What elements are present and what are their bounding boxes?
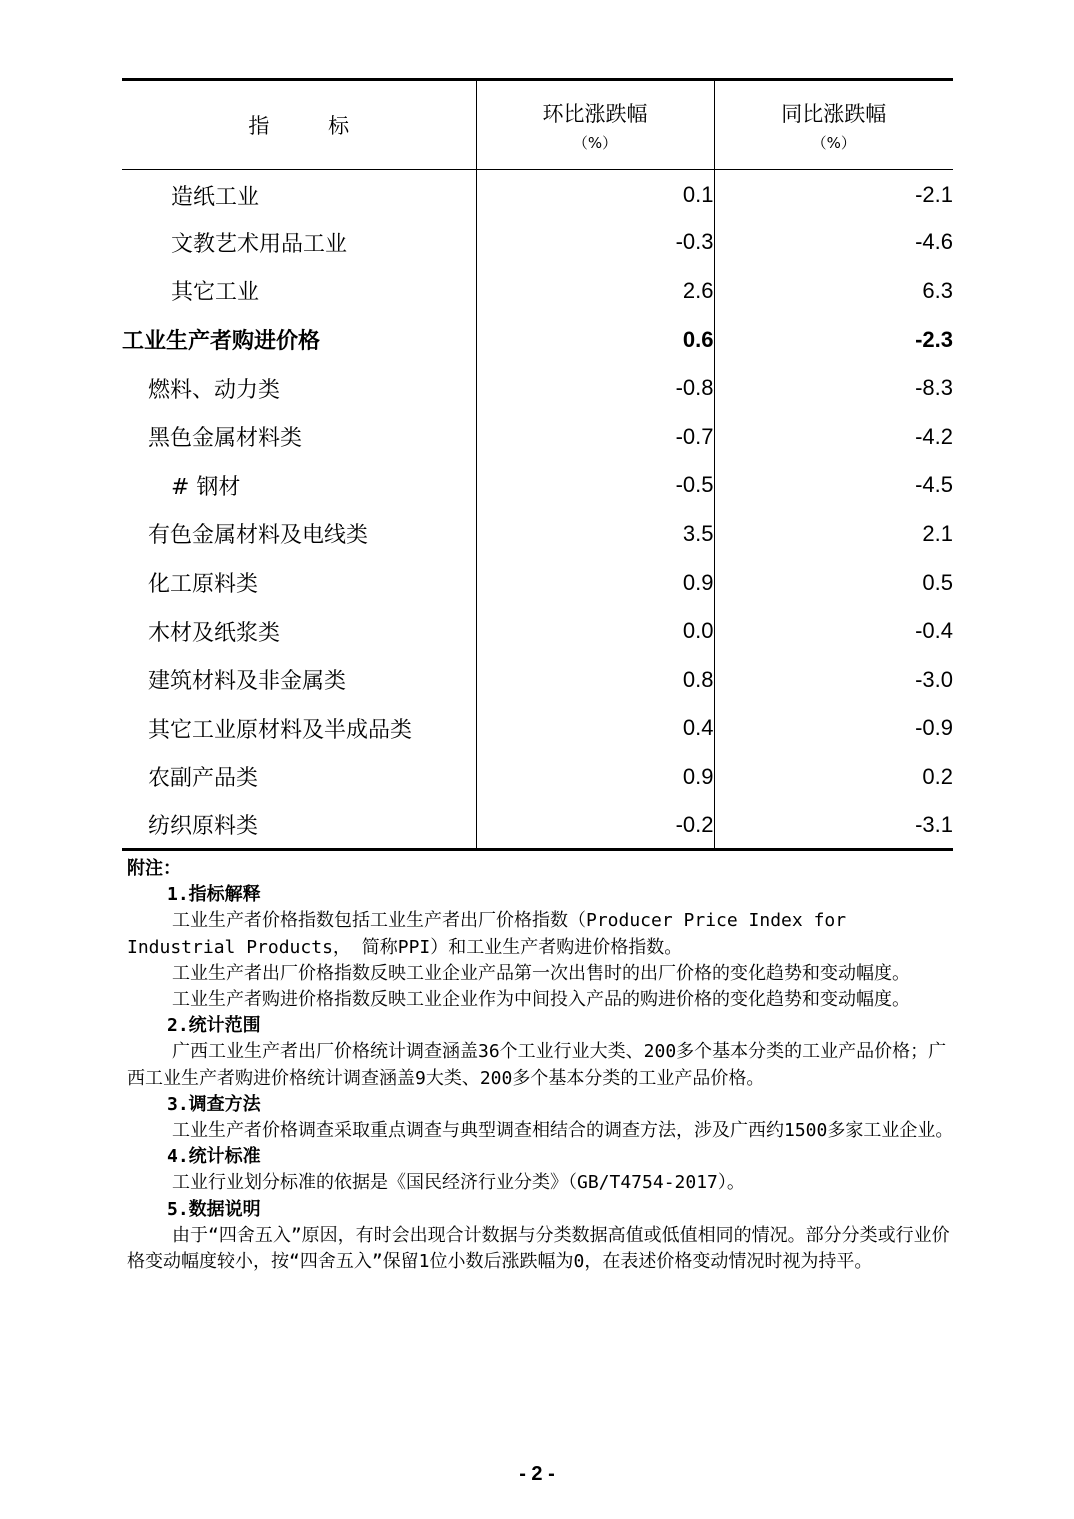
row-label: 燃料、动力类 xyxy=(148,377,281,403)
row-yoy-value: -4.5 xyxy=(714,461,953,510)
page-number: - 2 - xyxy=(519,1463,555,1485)
row-label: 建筑材料及非金属类 xyxy=(148,669,347,695)
header-mom-unit: （%） xyxy=(572,133,618,152)
row-mom-value: 0.0 xyxy=(476,607,714,656)
notes-paragraph: 工业生产者价格调查采取重点调查与典型调查相结合的调查方法，涉及广西约1500多家工业企业。 xyxy=(172,1120,954,1142)
row-label: 其它工业 xyxy=(171,280,260,306)
price-change-table xyxy=(122,78,953,851)
row-yoy-value: 0.2 xyxy=(714,753,953,802)
row-label: 工业生产者购进价格 xyxy=(122,329,321,355)
table-row xyxy=(122,801,953,850)
row-yoy-value: -3.1 xyxy=(714,801,953,850)
notes-heading-data-explanation: 5.数据说明 xyxy=(167,1198,261,1220)
row-yoy-value: -0.4 xyxy=(714,607,953,656)
table-row xyxy=(122,753,953,802)
table-row xyxy=(122,218,953,267)
row-mom-value: 3.5 xyxy=(476,510,714,559)
row-mom-value: 0.1 xyxy=(476,170,714,219)
notes-paragraph: 由于“四舍五入”原因，有时会出现合计数据与分类数据高值或低值相同的情况。部分分类或行业价格变动幅度较小，按“四舍五入”保留1位小数后涨跌幅为0，在表述价格变动情况时视为持平。 xyxy=(127,1224,950,1273)
header-mom-label: 环比涨跌幅 xyxy=(542,101,648,126)
notes-paragraph: 工业行业划分标准的依据是《国民经济行业分类》（GB/T4754-2017）。 xyxy=(172,1172,745,1194)
row-mom-value: -0.3 xyxy=(476,218,714,267)
table-row xyxy=(122,704,953,753)
table-row xyxy=(122,412,953,461)
header-indicator: 指 标 xyxy=(122,80,476,170)
row-label: 文教艺术用品工业 xyxy=(171,231,348,257)
table-row xyxy=(122,558,953,607)
row-label: 农副产品类 xyxy=(148,766,259,792)
row-mom-value: -0.5 xyxy=(476,461,714,510)
notes-heading-method: 3.调查方法 xyxy=(167,1093,261,1115)
row-yoy-value: -4.2 xyxy=(714,412,953,461)
notes-heading-scope: 2.统计范围 xyxy=(167,1015,261,1037)
row-label: 化工原料类 xyxy=(148,572,259,598)
row-mom-value: -0.7 xyxy=(476,412,714,461)
table-row xyxy=(122,607,953,656)
row-label: 黑色金属材料类 xyxy=(148,426,303,452)
row-mom-value: 0.9 xyxy=(476,753,714,802)
row-yoy-value: -2.3 xyxy=(714,315,953,364)
row-yoy-value: 2.1 xyxy=(714,510,953,559)
notes-paragraph: 工业生产者出厂价格指数反映工业企业产品第一次出售时的出厂价格的变化趋势和变动幅度。 xyxy=(172,962,910,984)
table-row xyxy=(122,461,953,510)
row-label: # 钢材 xyxy=(171,474,241,500)
row-yoy-value: -4.6 xyxy=(714,218,953,267)
row-mom-value: 0.4 xyxy=(476,704,714,753)
price-change-table-container xyxy=(122,78,953,851)
row-label: 木材及纸浆类 xyxy=(148,620,281,646)
table-header-row xyxy=(122,80,953,170)
header-yoy xyxy=(714,80,953,170)
row-mom-value: 0.9 xyxy=(476,558,714,607)
row-mom-value: 0.6 xyxy=(476,315,714,364)
notes-heading-indicator-definition: 1.指标解释 xyxy=(167,884,261,906)
header-mom xyxy=(476,80,714,170)
row-label: 其它工业原材料及半成品类 xyxy=(148,717,413,743)
row-yoy-value: -8.3 xyxy=(714,364,953,413)
table-row xyxy=(122,655,953,704)
notes-heading-standard: 4.统计标准 xyxy=(167,1146,261,1168)
table-row-total xyxy=(122,315,953,364)
row-mom-value: 0.8 xyxy=(476,655,714,704)
header-yoy-unit: （%） xyxy=(811,133,856,152)
row-yoy-value: 6.3 xyxy=(714,267,953,316)
row-label: 纺织原料类 xyxy=(122,801,476,850)
notes-paragraph: 工业生产者购进价格指数反映工业企业作为中间投入产品的购进价格的变化趋势和变动幅度。 xyxy=(172,989,910,1011)
row-yoy-value: -3.0 xyxy=(714,655,953,704)
table-row xyxy=(122,267,953,316)
row-mom-value: -0.8 xyxy=(476,364,714,413)
row-mom-value: -0.2 xyxy=(476,801,714,850)
row-yoy-value: -2.1 xyxy=(714,170,953,219)
table-row xyxy=(122,170,953,219)
notes-title: 附注： xyxy=(127,858,181,879)
row-label: 有色金属材料及电线类 xyxy=(148,523,369,549)
row-mom-value: 2.6 xyxy=(476,267,714,316)
row-yoy-value: 0.5 xyxy=(714,558,953,607)
notes-section xyxy=(127,856,957,1275)
table-row xyxy=(122,364,953,413)
notes-paragraph: 广西工业生产者出厂价格统计调查涵盖36个工业行业大类、200多个基本分类的工业产品价格；广西工业生产者购进价格统计调查涵盖9大类、200多个基本分类的工业产品价格。 xyxy=(127,1041,947,1089)
table-row xyxy=(122,510,953,559)
row-yoy-value: -0.9 xyxy=(714,704,953,753)
row-label: 造纸工业 xyxy=(171,184,260,210)
header-yoy-label: 同比涨跌幅 xyxy=(781,101,887,126)
notes-paragraph: 工业生产者价格指数包括工业生产者出厂价格指数（Producer Price Index for Industrial Products， 简称PPI）和工业生产者购进价格指数。 xyxy=(127,910,847,958)
